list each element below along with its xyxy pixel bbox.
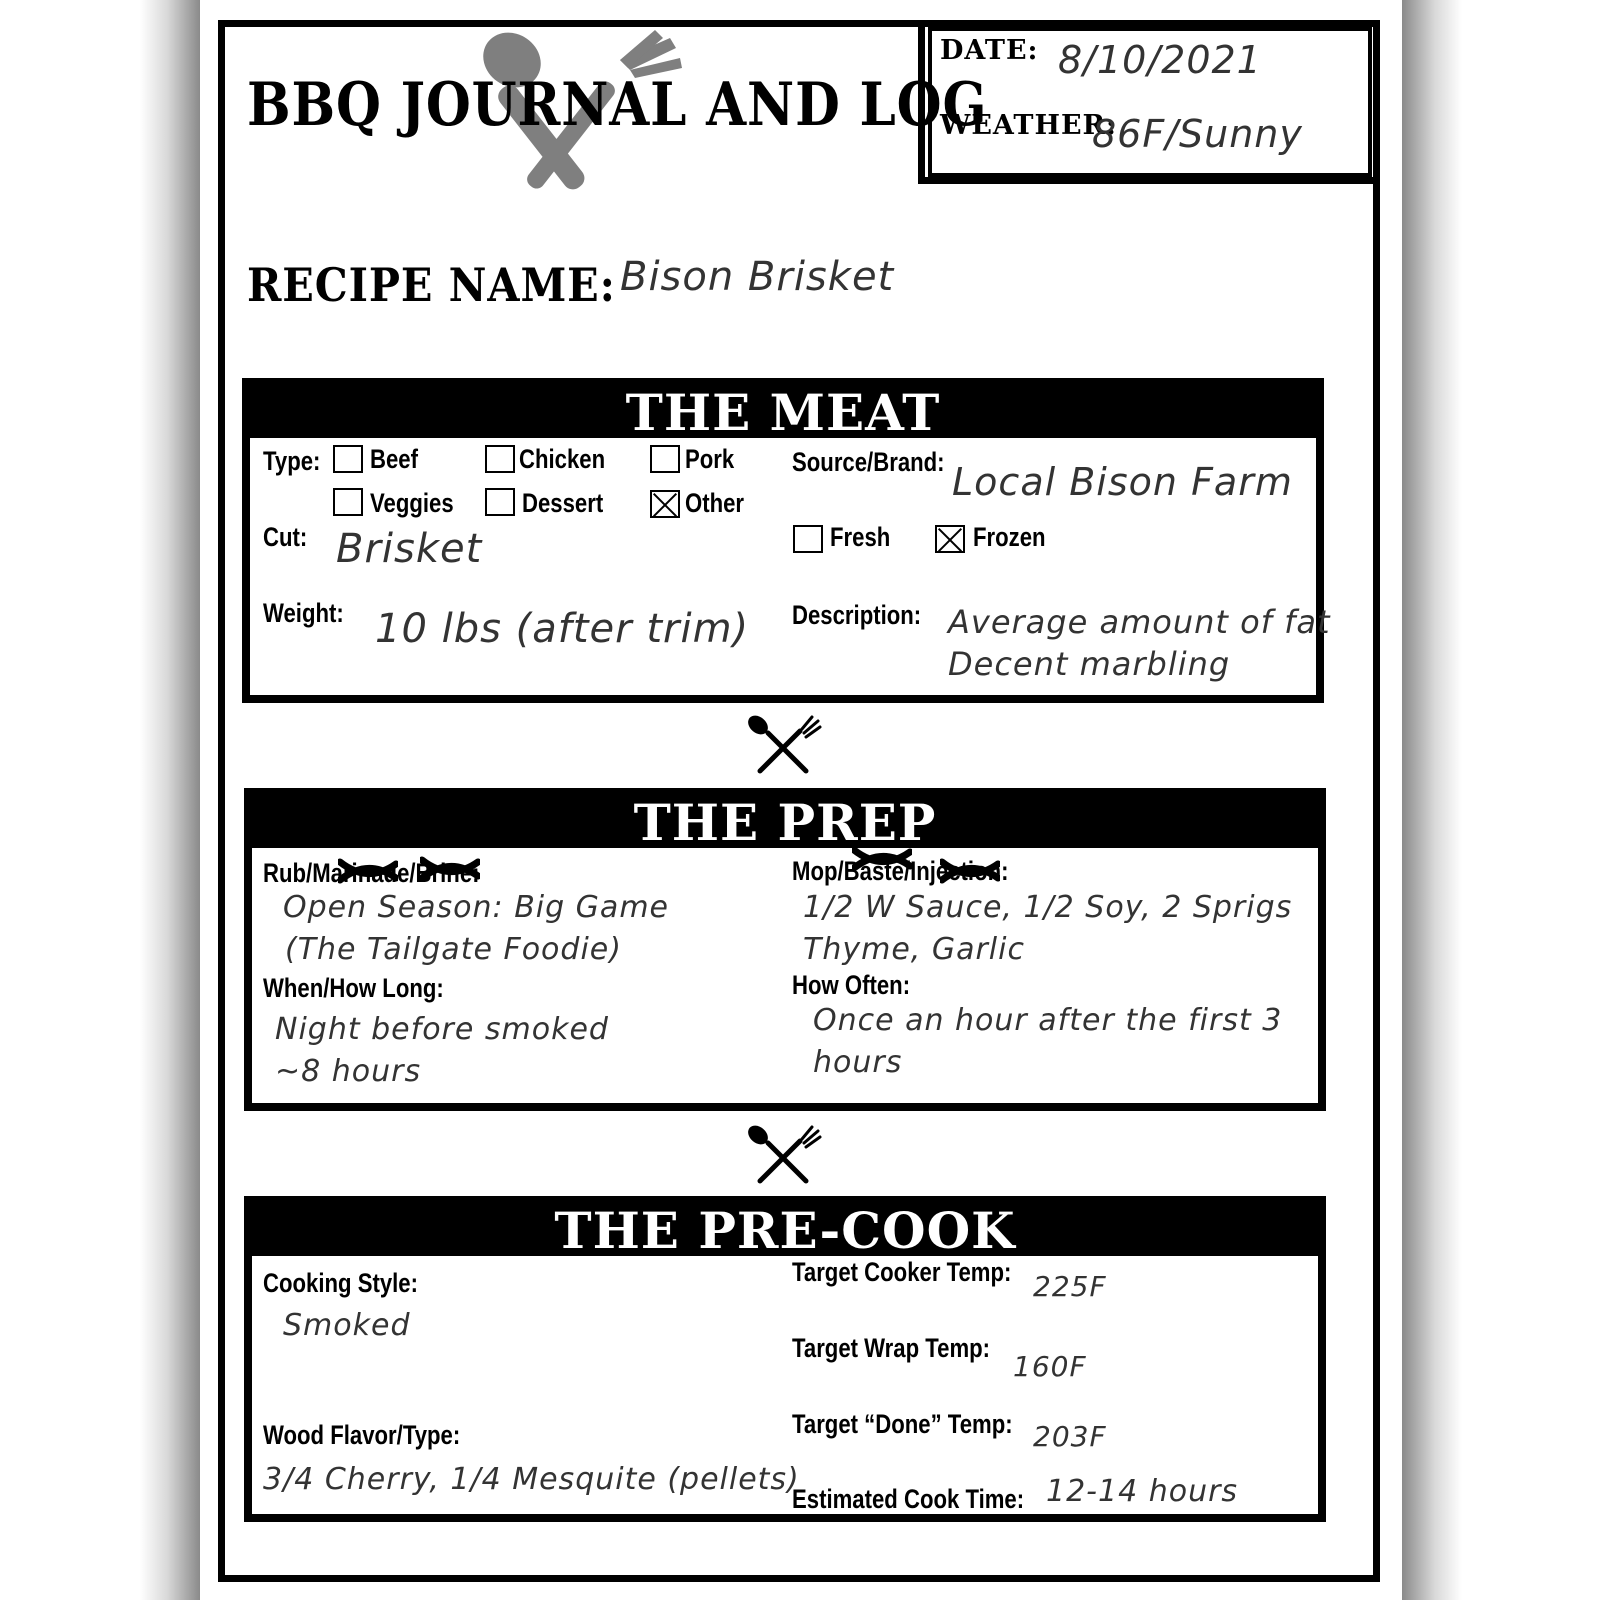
type-chicken-label: Chicken (519, 444, 606, 474)
weather-label: WEATHER: (940, 110, 1117, 141)
cut-value[interactable]: Brisket (336, 526, 483, 572)
description-label: Description: (792, 600, 922, 630)
type-dessert-checkbox[interactable] (485, 488, 515, 516)
scribble-cross-out-icon (852, 846, 912, 872)
type-pork-label: Pork (685, 444, 735, 474)
wood-value[interactable]: 3/4 Cherry, 1/4 Mesquite (pellets) (263, 1462, 800, 1497)
type-other-checkbox[interactable] (650, 490, 680, 518)
type-other-label: Other (685, 488, 745, 518)
when-line-2[interactable]: ~8 hours (275, 1054, 422, 1089)
page-shadow-right (1402, 0, 1462, 1600)
mop-line-2[interactable]: Thyme, Garlic (803, 932, 1025, 967)
wood-label: Wood Flavor/Type: (263, 1420, 461, 1450)
source-label: Source/Brand: (792, 447, 945, 477)
scribble-cross-out-icon (420, 856, 480, 882)
rub-label: Rub/Marinade/Brine: (263, 858, 480, 888)
type-beef-label: Beef (370, 444, 418, 474)
how-often-label: How Often: (792, 970, 911, 1000)
cooking-style-value[interactable]: Smoked (283, 1308, 411, 1343)
weather-value[interactable]: 86F/Sunny (1092, 112, 1303, 156)
type-dessert-label: Dessert (522, 488, 604, 518)
when-label: When/How Long: (263, 973, 444, 1003)
recipe-name-label: RECIPE NAME: (247, 258, 616, 312)
description-line-1[interactable]: Average amount of fat (948, 603, 1331, 641)
how-often-line-1[interactable]: Once an hour after the first 3 (813, 1003, 1283, 1038)
journal-title: BBQ JOURNAL AND LOG (247, 70, 988, 140)
source-value[interactable]: Local Bison Farm (952, 460, 1293, 504)
type-label: Type: (263, 446, 321, 476)
cooking-style-label: Cooking Style: (263, 1268, 418, 1298)
how-often-line-2[interactable]: hours (813, 1045, 903, 1080)
type-pork-checkbox[interactable] (650, 445, 680, 473)
meat-heading: THE MEAT (250, 386, 1316, 438)
date-value[interactable]: 8/10/2021 (1058, 38, 1262, 82)
fresh-label: Fresh (830, 522, 891, 552)
cook-time-label: Estimated Cook Time: (792, 1484, 1025, 1514)
cook-time-value[interactable]: 12-14 hours (1046, 1474, 1239, 1509)
type-chicken-checkbox[interactable] (485, 445, 515, 473)
mop-line-1[interactable]: 1/2 W Sauce, 1/2 Soy, 2 Sprigs (803, 890, 1293, 925)
precook-heading: THE PRE-COOK (252, 1204, 1318, 1256)
wrap-temp-value[interactable]: 160F (1013, 1350, 1087, 1383)
rub-line-2[interactable]: (The Tailgate Foodie) (285, 932, 622, 967)
type-beef-checkbox[interactable] (333, 445, 363, 473)
when-line-1[interactable]: Night before smoked (275, 1012, 609, 1047)
cooker-temp-label: Target Cooker Temp: (792, 1257, 1012, 1287)
date-label: DATE: (940, 35, 1039, 66)
type-veggies-checkbox[interactable] (333, 488, 363, 516)
weight-value[interactable]: 10 lbs (after trim) (375, 606, 750, 652)
scribble-cross-out-icon (940, 858, 1000, 884)
page-shadow-left (140, 0, 200, 1600)
type-veggies-label: Veggies (370, 488, 454, 518)
mop-label: Mop/Baste/Injection: (792, 856, 1009, 886)
wrap-temp-label: Target Wrap Temp: (792, 1333, 991, 1363)
frozen-checkbox[interactable] (935, 525, 965, 553)
crossed-spoon-fork-icon (742, 1125, 822, 1185)
rub-line-1[interactable]: Open Season: Big Game (283, 890, 669, 925)
scribble-cross-out-icon (338, 858, 398, 884)
done-temp-value[interactable]: 203F (1033, 1420, 1107, 1453)
description-line-2[interactable]: Decent marbling (948, 645, 1231, 683)
weight-label: Weight: (263, 598, 344, 628)
crossed-spoon-fork-icon (742, 715, 822, 775)
cooker-temp-value[interactable]: 225F (1033, 1270, 1107, 1303)
done-temp-label: Target “Done” Temp: (792, 1409, 1013, 1439)
frozen-label: Frozen (973, 522, 1046, 552)
prep-heading: THE PREP (252, 796, 1318, 848)
recipe-name-value[interactable]: Bison Brisket (620, 254, 895, 300)
cut-label: Cut: (263, 522, 308, 552)
fresh-checkbox[interactable] (793, 525, 823, 553)
